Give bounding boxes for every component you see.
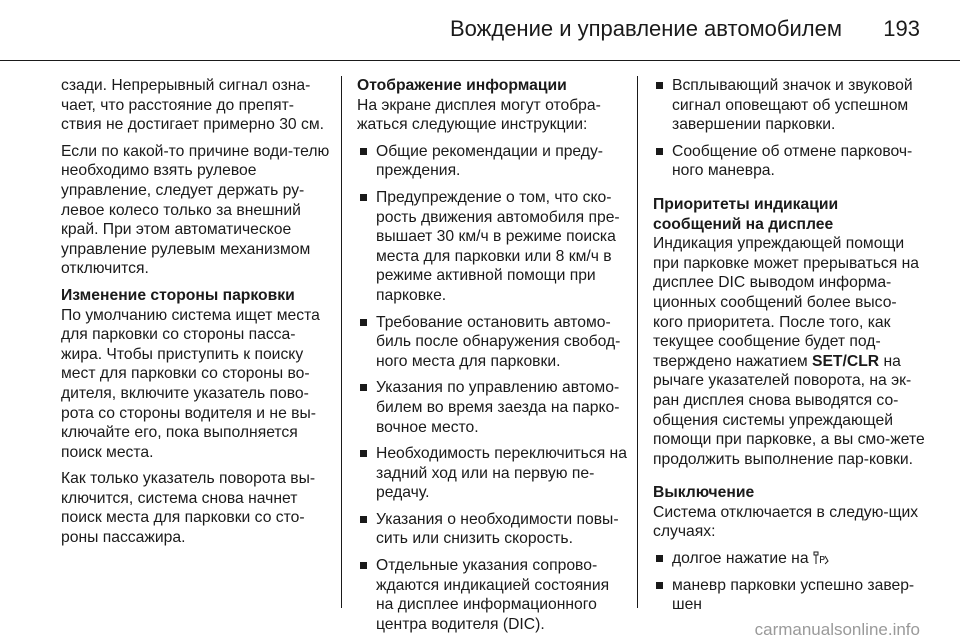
instruction-list — [357, 142, 627, 635]
list-item: Общие рекомендации и преду-преждения. — [357, 142, 627, 181]
square-bullet-icon — [656, 82, 663, 89]
square-bullet-icon — [360, 450, 367, 457]
list-item: Указания о необходимости повы-сить или снизить скорость. — [357, 510, 627, 549]
page-footer — [0, 620, 960, 642]
list-item: Сообщение об отмене парковоч-ного маневра. — [653, 142, 925, 181]
page-header — [0, 0, 960, 56]
square-bullet-icon — [360, 562, 367, 569]
page-title: Вождение и управление автомобилем — [449, 16, 842, 41]
paragraph-continuation: сзади. Непрерывный сигнал озна-чает, что расстояние до препят-ствия не достигает примерно 30 см. — [61, 77, 325, 134]
parking-assist-icon — [813, 551, 829, 565]
heading-priorities: Приоритеты индикации сообщений на дисплее — [653, 195, 839, 233]
paragraph-switch-off-intro: Система отключается в следую-щих случаях: — [653, 503, 919, 541]
list-item: Указания по управлению автомо-билем во время заезда на парко-вочное место. — [357, 378, 627, 437]
list-item: Всплывающий значок и звуковой сигнал оповещают об успешном завершении парковки. — [653, 76, 925, 135]
square-bullet-icon — [656, 555, 663, 562]
paragraph-indicator-off: Как только указатель поворота вы-ключится, система снова начнет поиск места для парковки со сто-роны пассажира. — [61, 470, 316, 547]
status-list — [653, 76, 925, 181]
paragraph-steering: Если по какой-то причине води-телю необходимо взять рулевое управление, следует держать ру-левое колесо только за внешний край. При этом автоматическое управление рулевым механизмом отключится. — [61, 142, 330, 278]
watermark-text: carmanualsonline.info — [754, 620, 920, 639]
header-divider — [0, 60, 960, 61]
switch-off-list — [653, 549, 925, 615]
paragraph-default-side: По умолчанию система ищет места для парковки со стороны пасса-жира. Чтобы приступить к поиску мест для парковки со стороны во-дителя, включите указатель пово-рота со стороны водителя и не вы-ключайте его, пока выполняется поиск места. — [61, 306, 320, 461]
square-bullet-icon — [360, 319, 367, 326]
svg-text:P: P — [818, 555, 825, 566]
square-bullet-icon — [656, 582, 663, 589]
list-item: Предупреждение о том, что ско-рость движения автомобиля пре-вышает 30 км/ч в режиме поиска места для парковки или 8 км/ч в режиме активной помощи при парковке. — [357, 188, 627, 306]
heading-change-side: Изменение стороны парковки — [61, 286, 295, 304]
column-left — [61, 76, 333, 555]
heading-display-info: Отображение информации — [357, 77, 567, 94]
page-number: 193 — [883, 16, 920, 41]
heading-switch-off: Выключение — [653, 484, 755, 502]
column-divider-2 — [637, 76, 638, 608]
list-item: долгое нажатие на P — [653, 549, 925, 569]
set-clr-key-label: SET/CLR — [812, 352, 880, 370]
list-item: Требование остановить автомо-биль после обнаружения свобод-ного места для парковки. — [357, 313, 627, 372]
square-bullet-icon — [360, 384, 367, 391]
square-bullet-icon — [656, 148, 663, 155]
column-divider-1 — [341, 76, 342, 608]
square-bullet-icon — [360, 516, 367, 523]
square-bullet-icon — [360, 148, 367, 155]
list-item: Отдельные указания сопрово-ждаются индикацией состояния на дисплее информационного центра водителя (DIC). — [357, 556, 627, 634]
paragraph-display-intro: На экране дисплея могут отобра-жаться следующие инструкции: — [357, 96, 601, 134]
list-item: Необходимость переключиться на задний ход или на первую пе-редачу. — [357, 444, 627, 503]
square-bullet-icon — [360, 194, 367, 201]
column-middle — [357, 76, 627, 641]
paragraph-priorities: Индикация упреждающей помощи при парковке может прерываться на дисплее DIC выводом информа-ционных сообщений более высо-кого приоритета. После того, как текущее сообщение будет под-тверждено нажатием SET/CLR на рычаге указателей поворота, на эк-ран дисплея снова выводятся со-общения системы упреждающей помощи при парковке, а вы смо-жете продолжить выполнение пар-ковки. — [653, 235, 925, 468]
column-right — [653, 76, 925, 622]
list-item: маневр парковки успешно завер-шен — [653, 576, 925, 615]
